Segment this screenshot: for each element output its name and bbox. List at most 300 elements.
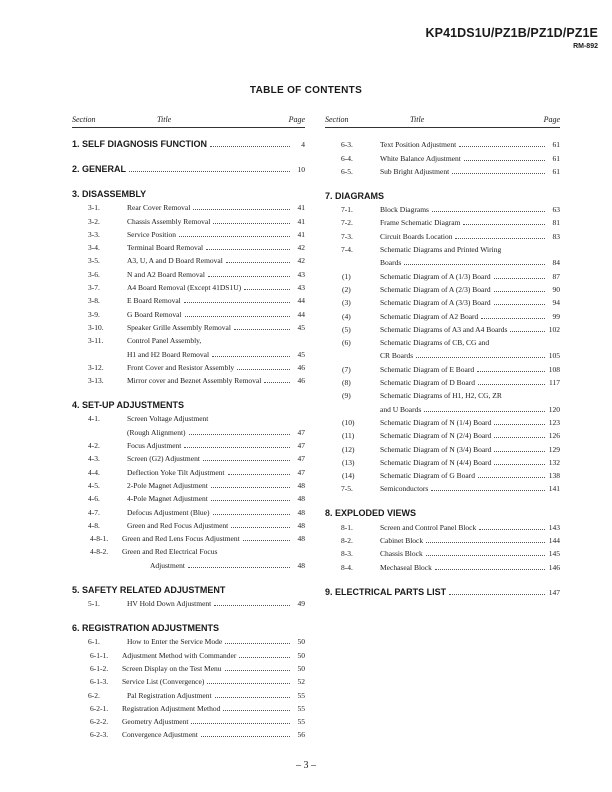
entry-number: 7-3. — [341, 231, 353, 241]
entry-page-number: 46 — [297, 362, 305, 372]
entry-page-number: 99 — [552, 311, 560, 321]
entry-page-number: 141 — [548, 484, 560, 494]
toc-section-heading — [325, 584, 560, 597]
dot-leader — [452, 172, 545, 174]
entry-number: 7-4. — [341, 245, 353, 255]
entry-number: 6-1-1. — [90, 650, 109, 660]
entry-page-number: 108 — [548, 364, 560, 374]
title-header: Title — [157, 115, 172, 124]
toc-entry — [72, 345, 305, 358]
toc-entry — [325, 400, 560, 413]
entry-number: 6-4. — [341, 153, 353, 163]
entry-number: (14) — [342, 471, 355, 481]
page-number: – 3 – — [296, 760, 316, 771]
toc-entry — [72, 517, 305, 530]
entry-title: Schematic Diagram of E Board — [380, 364, 475, 374]
toc-left-column — [72, 115, 305, 739]
toc-entry — [325, 149, 560, 162]
entry-title: Cabinet Block — [380, 536, 424, 546]
entry-number: 7-5. — [341, 484, 353, 494]
entry-title: Screen and Control Panel Block — [380, 522, 477, 532]
entry-title: E Board Removal — [127, 296, 181, 306]
entry-title: (Rough Alignment) — [127, 427, 186, 437]
entry-page-number: 87 — [552, 271, 560, 281]
dot-leader — [426, 541, 545, 543]
toc-entry — [325, 545, 560, 558]
entry-page-number: 48 — [297, 494, 305, 504]
toc-entry — [72, 686, 305, 699]
toc-entry — [72, 477, 305, 490]
section-title: 6. REGISTRATION ADJUSTMENTS — [72, 623, 220, 634]
entry-number: 6-1-3. — [90, 677, 109, 687]
entry-title: Screen Display on the Test Menu — [122, 663, 222, 673]
entry-page-number: 61 — [552, 140, 560, 150]
toc-entry — [325, 467, 560, 480]
entry-number: (8) — [342, 378, 351, 388]
entry-page-number: 123 — [548, 417, 560, 427]
entry-page-number: 145 — [548, 549, 560, 559]
toc-entry — [325, 387, 560, 400]
entry-title: Schematic Diagrams of A3 and A4 Boards — [380, 324, 508, 334]
toc-entry — [72, 423, 305, 436]
dot-leader — [464, 159, 545, 161]
section-header: Section — [325, 115, 349, 124]
entry-page-number: 47 — [297, 467, 305, 477]
dot-leader — [189, 433, 290, 435]
toc-entry — [72, 319, 305, 332]
entry-title: Schematic Diagrams of H1, H2, CG, ZR — [380, 391, 502, 401]
entry-page-number: 50 — [297, 637, 305, 647]
entry-title: CR Boards — [380, 351, 414, 361]
entry-title: Schematic Diagram of A (2/3) Board — [380, 284, 491, 294]
toc-entry — [325, 241, 560, 254]
dot-leader — [459, 145, 545, 147]
entry-page-number: 47 — [297, 454, 305, 464]
entry-title: Green and Red Electrical Focus — [122, 547, 218, 557]
dot-leader — [426, 554, 545, 556]
toc-section-heading — [325, 505, 560, 518]
entry-title: Schematic Diagrams and Printed Wiring — [380, 245, 502, 255]
toc-section-heading — [325, 188, 560, 201]
dot-leader — [184, 301, 290, 303]
page-header: Page — [288, 115, 305, 124]
toc-entry — [325, 347, 560, 360]
dot-leader — [212, 355, 290, 357]
entry-title: Control Panel Assembly, — [127, 336, 202, 346]
toc-entry — [325, 414, 560, 427]
toc-entry — [325, 374, 560, 387]
entry-number: 3-5. — [88, 256, 100, 266]
entry-page-number: 49 — [297, 599, 305, 609]
entry-number: 4-5. — [88, 480, 100, 490]
entry-page-number: 132 — [548, 457, 560, 467]
entry-number: 3-9. — [88, 309, 100, 319]
entry-title: Green and Red Focus Adjustment — [127, 520, 229, 530]
dot-leader — [207, 682, 290, 684]
dot-leader — [225, 642, 290, 644]
section-page-number: 4 — [301, 140, 305, 149]
toc-section-heading — [72, 397, 305, 410]
toc-entry — [325, 532, 560, 545]
entry-title: Block Diagrams — [380, 205, 429, 215]
entry-title: Schematic Diagram of G Board — [380, 471, 475, 481]
entry-number: 4-6. — [88, 494, 100, 504]
entry-number: 4-8-2. — [90, 547, 109, 557]
entry-page-number: 42 — [297, 243, 305, 253]
dot-leader — [228, 473, 290, 475]
entry-title: Schematic Diagram of A (3/3) Board — [380, 298, 491, 308]
toc-entry — [72, 463, 305, 476]
toc-entry — [72, 292, 305, 305]
toc-entry — [72, 595, 305, 608]
toc-entry — [72, 543, 305, 556]
toc-entry — [72, 265, 305, 278]
toc-title: TABLE OF CONTENTS — [249, 85, 363, 96]
entry-title: 2-Pole Magnet Adjustment — [127, 480, 208, 490]
dot-leader — [494, 450, 545, 452]
toc-entry — [325, 201, 560, 214]
toc-entry — [325, 454, 560, 467]
entry-page-number: 47 — [297, 441, 305, 451]
entry-title: Adjustment Method with Commander — [122, 650, 237, 660]
dot-leader — [494, 436, 545, 438]
entry-title: White Balance Adjustment — [380, 153, 461, 163]
toc-entry — [72, 660, 305, 673]
entry-page-number: 102 — [548, 324, 560, 334]
entry-page-number: 48 — [297, 520, 305, 530]
toc-entry — [325, 558, 560, 571]
toc-entry — [72, 726, 305, 739]
dot-leader — [226, 261, 290, 263]
dot-leader — [494, 463, 545, 465]
entry-title: G Board Removal — [127, 309, 182, 319]
toc-section-heading — [72, 186, 305, 199]
model-number: KP41DS1U/PZ1B/PZ1D/PZ1E — [425, 26, 598, 40]
entry-number: 3-7. — [88, 283, 100, 293]
entry-title: Boards — [380, 258, 402, 268]
toc-entry — [72, 212, 305, 225]
dot-leader — [477, 370, 545, 372]
dot-leader — [231, 526, 290, 528]
entry-page-number: 50 — [297, 663, 305, 673]
entry-number: 4-3. — [88, 454, 100, 464]
entry-title: N and A2 Board Removal — [127, 269, 205, 279]
toc-entry — [72, 372, 305, 385]
dot-leader — [213, 513, 291, 515]
toc-entry — [72, 410, 305, 423]
dot-leader — [481, 317, 545, 319]
toc-entry — [72, 199, 305, 212]
entry-title: Speaker Grille Assembly Removal — [127, 322, 231, 332]
toc-section-heading — [72, 136, 305, 149]
section-title: 4. SET-UP ADJUSTMENTS — [72, 400, 185, 411]
section-title: 9. ELECTRICAL PARTS LIST — [325, 586, 447, 597]
entry-title: Focus Adjustment — [127, 441, 182, 451]
entry-title: 4-Pole Magnet Adjustment — [127, 494, 208, 504]
toc-entry — [325, 294, 560, 307]
section-page-number: 10 — [297, 165, 305, 174]
entry-page-number: 41 — [297, 216, 305, 226]
entry-title: and U Boards — [380, 404, 422, 414]
dot-leader — [211, 499, 290, 501]
entry-number: (10) — [342, 417, 355, 427]
toc-entry — [325, 480, 560, 493]
dot-leader — [201, 735, 290, 737]
entry-title: Text Position Adjustment — [380, 140, 457, 150]
entry-title: Schematic Diagram of N (2/4) Board — [380, 431, 492, 441]
entry-title: Frame Schematic Diagram — [380, 218, 461, 228]
entry-number: 3-6. — [88, 269, 100, 279]
dot-leader — [478, 476, 545, 478]
dot-leader — [243, 539, 290, 541]
toc-entry — [72, 279, 305, 292]
entry-number: 7-2. — [341, 218, 353, 228]
entry-page-number: 61 — [552, 166, 560, 176]
entry-number: (2) — [342, 284, 351, 294]
entry-number: (11) — [342, 431, 355, 441]
entry-title: Chassis Assembly Removal — [127, 216, 211, 226]
entry-title: Defocus Adjustment (Blue) — [127, 507, 210, 517]
entry-number: 3-1. — [88, 203, 100, 213]
entry-page-number: 50 — [297, 650, 305, 660]
entry-number: 4-8. — [88, 520, 100, 530]
entry-title: Schematic Diagram of N (4/4) Board — [380, 457, 492, 467]
toc-entry — [72, 239, 305, 252]
dot-leader — [435, 568, 545, 570]
entry-title: Screen (G2) Adjustment — [127, 454, 200, 464]
toc-entry — [72, 305, 305, 318]
entry-title: Deflection Yoke Tilt Adjustment — [127, 467, 225, 477]
entry-page-number: 105 — [548, 351, 560, 361]
dot-leader — [494, 290, 545, 292]
dot-leader — [215, 696, 290, 698]
entry-page-number: 55 — [297, 703, 305, 713]
entry-number: 6-2-3. — [90, 730, 109, 740]
dot-leader — [179, 235, 290, 237]
toc-entry — [72, 700, 305, 713]
entry-title: Service Position — [127, 229, 176, 239]
entry-number: 4-4. — [88, 467, 100, 477]
entry-number: 3-4. — [88, 243, 100, 253]
entry-number: 6-1. — [88, 637, 100, 647]
dot-leader — [193, 208, 290, 210]
dot-leader — [510, 330, 545, 332]
entry-title: Schematic Diagrams of CB, CG and — [380, 338, 490, 348]
entry-title: Sub Bright Adjustment — [380, 166, 450, 176]
entry-page-number: 55 — [297, 690, 305, 700]
entry-title: Schematic Diagram of N (3/4) Board — [380, 444, 492, 454]
entry-number: 6-2. — [88, 690, 100, 700]
dot-leader — [188, 566, 290, 568]
dot-leader — [479, 528, 545, 530]
toc-entry — [325, 227, 560, 240]
entry-page-number: 45 — [297, 322, 305, 332]
entry-number: (1) — [342, 271, 351, 281]
dot-leader — [208, 275, 290, 277]
entry-title: Adjustment — [150, 560, 185, 570]
entry-title: Registration Adjustment Method — [122, 703, 221, 713]
entry-number: 8-2. — [341, 536, 353, 546]
dot-leader — [416, 356, 545, 358]
toc-entry — [72, 503, 305, 516]
toc-entry — [325, 518, 560, 531]
entry-title: Semiconductors — [380, 484, 429, 494]
entry-page-number: 48 — [297, 534, 305, 544]
column-header — [325, 115, 560, 128]
entry-page-number: 42 — [297, 256, 305, 266]
toc-entries — [72, 136, 305, 739]
entry-number: 7-1. — [341, 205, 353, 215]
entry-number: 8-1. — [341, 522, 353, 532]
entry-page-number: 45 — [297, 349, 305, 359]
entry-page-number: 44 — [297, 309, 305, 319]
entry-page-number: 41 — [297, 229, 305, 239]
entry-title: HV Hold Down Adjustment — [127, 599, 212, 609]
toc-entry — [325, 360, 560, 373]
entry-title: Mirror cover and Beznet Assembly Removal — [127, 376, 262, 386]
entry-title: Pal Registration Adjustment — [127, 690, 212, 700]
entry-number: 3-13. — [88, 376, 104, 386]
toc-entry — [72, 437, 305, 450]
toc-entry — [72, 450, 305, 463]
entry-page-number: 144 — [548, 536, 560, 546]
toc-entry — [72, 332, 305, 345]
dot-leader — [214, 604, 290, 606]
dot-leader — [404, 263, 545, 265]
section-title: 3. DISASSEMBLY — [72, 189, 147, 199]
entry-title: Schematic Diagram of A2 Board — [380, 311, 479, 321]
dot-leader — [211, 486, 290, 488]
entry-title: Circuit Boards Location — [380, 231, 453, 241]
toc-entry — [72, 646, 305, 659]
entry-title: Schematic Diagram of A (1/3) Board — [380, 271, 491, 281]
entry-title: How to Enter the Service Mode — [127, 637, 223, 647]
entry-title: H1 and H2 Board Removal — [127, 349, 210, 359]
section-title: 1. SELF DIAGNOSIS FUNCTION — [72, 139, 208, 149]
entry-page-number: 52 — [297, 677, 305, 687]
toc-entry — [325, 334, 560, 347]
toc-entry — [325, 267, 560, 280]
dot-leader — [129, 170, 290, 172]
toc-section-heading — [72, 620, 305, 633]
dot-leader — [213, 222, 290, 224]
entry-number: (4) — [342, 311, 351, 321]
entry-page-number: 126 — [548, 431, 560, 441]
section-title: 2. GENERAL — [72, 164, 127, 174]
dot-leader — [210, 145, 290, 147]
entry-number: (7) — [342, 364, 351, 374]
entry-title: Screen Voltage Adjustment — [127, 414, 209, 424]
toc-right-column — [325, 115, 560, 597]
entry-number: 4-8-1. — [90, 534, 109, 544]
dot-leader — [239, 656, 290, 658]
section-header: Section — [72, 115, 96, 124]
entry-page-number: 84 — [552, 258, 560, 268]
entry-title: Schematic Diagram of N (1/4) Board — [380, 417, 492, 427]
entry-page-number: 48 — [297, 480, 305, 490]
toc-entry — [72, 556, 305, 569]
toc-entry — [72, 359, 305, 372]
entry-page-number: 146 — [548, 562, 560, 572]
entry-number: 6-3. — [341, 140, 353, 150]
toc-entry — [72, 633, 305, 646]
entry-page-number: 63 — [552, 205, 560, 215]
entry-number: 3-12. — [88, 362, 104, 372]
entry-page-number: 56 — [297, 730, 305, 740]
entry-page-number: 43 — [297, 283, 305, 293]
section-page-number: 147 — [548, 587, 560, 597]
entry-title: Green and Red Lens Focus Adjustment — [122, 534, 240, 544]
dot-leader — [223, 709, 290, 711]
toc-entry — [325, 321, 560, 334]
entry-page-number: 48 — [297, 560, 305, 570]
dot-leader — [463, 223, 545, 225]
entry-number: 3-3. — [88, 229, 100, 239]
toc-entry — [72, 226, 305, 239]
entry-number: (13) — [342, 457, 355, 467]
dot-leader — [494, 277, 545, 279]
document-number: RM-892 — [573, 43, 598, 50]
section-title: 7. DIAGRAMS — [325, 190, 385, 201]
entry-page-number: 120 — [548, 404, 560, 414]
entry-page-number: 43 — [297, 269, 305, 279]
toc-entry — [325, 214, 560, 227]
entry-title: Schematic Diagram of D Board — [380, 378, 475, 388]
entry-title: A3, U, A and D Board Removal — [127, 256, 223, 266]
page-header: Page — [543, 115, 560, 124]
column-header — [72, 115, 305, 128]
entry-number: (3) — [342, 298, 351, 308]
toc-entry — [72, 673, 305, 686]
dot-leader — [424, 410, 545, 412]
toc-section-heading — [72, 582, 305, 595]
entry-page-number: 47 — [297, 427, 305, 437]
dot-leader — [478, 383, 545, 385]
title-header: Title — [410, 115, 425, 124]
toc-entry — [325, 440, 560, 453]
entry-page-number: 129 — [548, 444, 560, 454]
entry-page-number: 81 — [552, 218, 560, 228]
entry-page-number: 48 — [297, 507, 305, 517]
dot-leader — [449, 593, 545, 595]
entry-number: 6-1-2. — [90, 663, 109, 673]
toc-entry — [325, 281, 560, 294]
entry-number: 4-7. — [88, 507, 100, 517]
entry-number: 8-3. — [341, 549, 353, 559]
entry-number: 3-10. — [88, 322, 104, 332]
dot-leader — [494, 423, 545, 425]
entry-number: (5) — [342, 324, 351, 334]
toc-entry — [325, 136, 560, 149]
entry-number: 4-1. — [88, 414, 100, 424]
entry-number: 3-8. — [88, 296, 100, 306]
entry-number: 6-5. — [341, 166, 353, 176]
entry-page-number: 117 — [549, 378, 560, 388]
toc-entry — [325, 307, 560, 320]
entry-title: Front Cover and Resistor Assembly — [127, 362, 235, 372]
dot-leader — [264, 381, 290, 383]
dot-leader — [234, 328, 290, 330]
dot-leader — [494, 303, 545, 305]
dot-leader — [244, 288, 290, 290]
entry-title: Convergence Adjustment — [122, 730, 198, 740]
entry-number: 4-2. — [88, 441, 100, 451]
dot-leader — [432, 210, 545, 212]
entry-number: (6) — [342, 338, 351, 348]
entry-title: A4 Board Removal (Except 41DS1U) — [127, 283, 242, 293]
dot-leader — [185, 315, 290, 317]
entry-title: Service List (Convergence) — [122, 677, 205, 687]
